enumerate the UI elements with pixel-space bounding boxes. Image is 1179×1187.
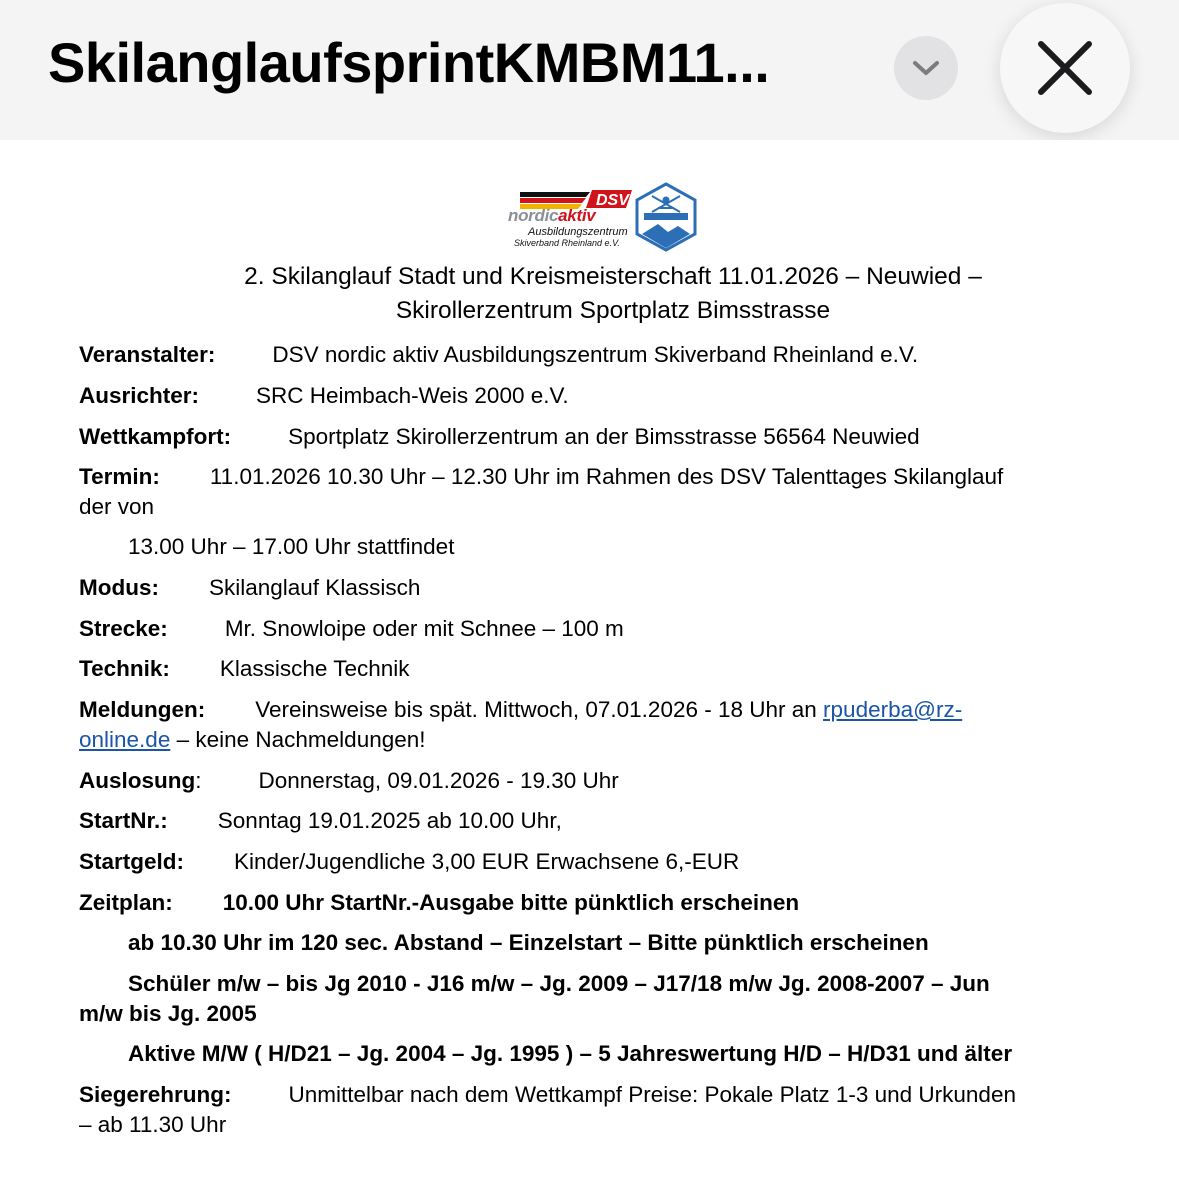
label-technik: Technik: — [79, 656, 170, 681]
dsv-nordic-aktiv-logo — [506, 188, 631, 248]
row-meldungen-cont — [79, 725, 1129, 755]
logo-brand: nordicaktiv — [508, 206, 596, 225]
value-siegerehrung: Unmittelbar nach dem Wettkampf Preise: Pokale Platz 1-3 und Urkunden — [288, 1082, 1016, 1107]
value-strecke: Mr. Snowloipe oder mit Schnee – 100 m — [224, 616, 624, 641]
logo-area — [506, 182, 696, 252]
row-startnr — [79, 806, 1129, 836]
value-auslosung: Donnerstag, 09.01.2026 - 19.30 Uhr — [258, 768, 619, 793]
value-zeitplan-line-3b: m/w bis Jg. 2005 — [79, 1001, 257, 1026]
value-startgeld: Kinder/Jugendliche 3,00 EUR Erwachsene 6,-EUR — [234, 849, 740, 874]
title-line-2: Skirollerzentrum Sportplatz Bimsstrasse — [395, 297, 831, 324]
row-wettkampfort — [79, 422, 1129, 452]
label-ausrichter: Ausrichter: — [79, 383, 200, 408]
viewer-header — [0, 0, 1179, 140]
ski-badge-icon — [634, 182, 698, 252]
close-button[interactable] — [1000, 3, 1130, 133]
row-veranstalter — [79, 340, 1129, 370]
value-meldungen: Vereinsweise bis spät. Mittwoch, 07.01.2026 - 18 Uhr an — [255, 697, 824, 722]
svg-text:DSV: DSV — [596, 192, 629, 209]
value-ausrichter: SRC Heimbach-Weis 2000 e.V. — [256, 383, 569, 408]
label-veranstalter: Veranstalter: — [79, 342, 216, 367]
email-link[interactable]: rpuderba@rz- — [823, 697, 963, 722]
value-technik: Klassische Technik — [219, 656, 410, 681]
value-termin-line-2: der von — [79, 494, 155, 519]
label-termin: Termin: — [79, 464, 160, 489]
chevron-down-icon — [911, 58, 941, 78]
value-modus: Skilanglauf Klassisch — [208, 575, 421, 600]
label-siegerehrung: Siegerehrung: — [79, 1082, 232, 1107]
row-siegerehrung-cont — [79, 1110, 1129, 1140]
logo-subtitle: Ausbildungszentrum — [528, 226, 628, 238]
label-auslosung-colon: : — [195, 768, 202, 793]
row-ausrichter — [79, 381, 1129, 411]
value-startnr: Sonntag 19.01.2025 ab 10.00 Uhr, — [217, 808, 562, 833]
label-strecke: Strecke: — [79, 616, 168, 641]
label-zeitplan: Zeitplan: — [79, 890, 173, 915]
value-termin-line-3: 13.00 Uhr – 17.00 Uhr stattfindet — [128, 534, 455, 559]
label-startgeld: Startgeld: — [79, 849, 185, 874]
document-page — [0, 140, 1179, 1187]
row-siegerehrung — [79, 1080, 1129, 1110]
row-meldungen — [79, 695, 1129, 725]
value-meldungen-suffix: – keine Nachmeldungen! — [170, 727, 426, 752]
label-meldungen: Meldungen: — [79, 697, 206, 722]
logo-subtitle-2: Skiverband Rheinland e.V. — [514, 238, 620, 248]
value-zeitplan-line-3: Schüler m/w – bis Jg 2010 - J16 m/w – Jg. 2009 – J17/18 m/w Jg. 2008-2007 – Jun — [128, 971, 990, 996]
row-strecke — [79, 614, 1129, 644]
value-zeitplan-line-2: ab 10.30 Uhr im 120 sec. Abstand – Einzelstart – Bitte pünktlich erscheinen — [128, 930, 929, 955]
email-link-cont[interactable]: online.de — [79, 727, 171, 752]
row-termin — [79, 462, 1129, 492]
row-auslosung — [79, 766, 1129, 796]
value-siegerehrung-line-2: – ab 11.30 Uhr — [79, 1112, 227, 1137]
row-zeitplan — [79, 888, 1129, 918]
nordic-sports-team-badge — [634, 182, 698, 252]
close-icon — [1033, 36, 1097, 100]
value-zeitplan-line-4: Aktive M/W ( H/D21 – Jg. 2004 – Jg. 1995 ) – 5 Jahreswertung H/D – H/D31 und älter — [128, 1041, 1013, 1066]
row-startgeld — [79, 847, 1129, 877]
label-wettkampfort: Wettkampfort: — [79, 424, 232, 449]
value-wettkampfort: Sportplatz Skirollerzentrum an der Bimsstrasse 56564 Neuwied — [288, 424, 920, 449]
title-line-1: 2. Skilanglauf Stadt und Kreismeisterschaft 11.01.2026 – Neuwied – — [244, 263, 982, 290]
document-title — [40, 260, 1179, 328]
value-zeitplan-line-1: 10.00 Uhr StartNr.-Ausgabe bitte pünktlich erscheinen — [222, 890, 800, 915]
label-startnr: StartNr.: — [79, 808, 168, 833]
row-modus — [79, 573, 1129, 603]
label-auslosung: Auslosung — [79, 768, 196, 793]
row-technik — [79, 654, 1129, 684]
value-veranstalter: DSV nordic aktiv Ausbildungszentrum Skiverband Rheinland e.V. — [272, 342, 919, 367]
row-termin-cont — [79, 492, 1129, 522]
value-termin-line-1: 11.01.2026 10.30 Uhr – 12.30 Uhr im Rahmen des DSV Talenttages Skilanglauf — [209, 464, 1004, 489]
label-modus: Modus: — [79, 575, 159, 600]
expand-button[interactable] — [894, 36, 958, 100]
viewer-title: SkilanglaufsprintKMBM11... — [48, 31, 770, 94]
